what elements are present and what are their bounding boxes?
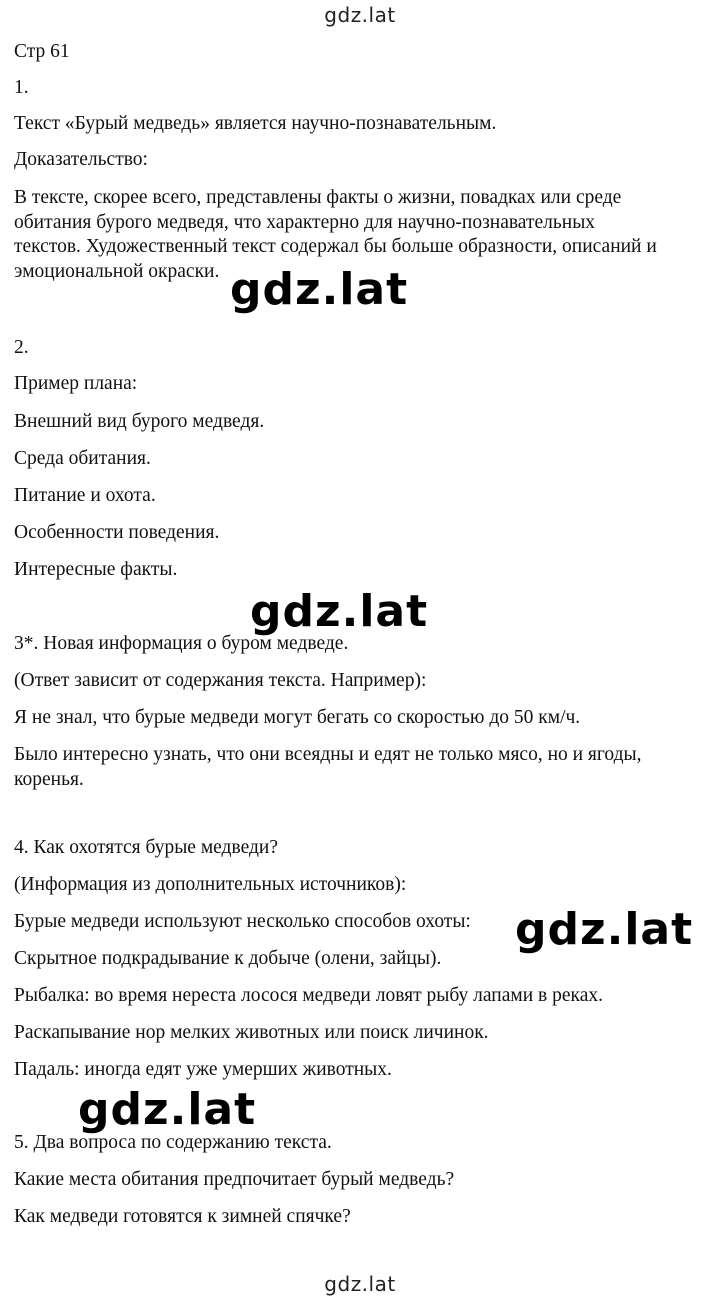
proof-line: текстов. Художественный текст содержал бы больше образности, описаний и	[14, 236, 657, 257]
text-line: коренья.	[14, 768, 84, 790]
watermark-large-1: gdz.lat	[230, 264, 409, 315]
watermark-large-4: gdz.lat	[78, 1084, 257, 1135]
section-3-heading: 3*. Новая информация о буром медведе.	[14, 633, 349, 654]
question-item: Какие места обитания предпочитает бурый медведь?	[14, 1169, 455, 1190]
watermark-top: gdz.lat	[324, 3, 396, 27]
section-1-statement: Текст «Бурый медведь» является научно-познавательным.	[14, 113, 497, 134]
plan-item: Питание и охота.	[14, 485, 156, 506]
hunting-item: Рыбалка: во время нереста лосося медведи ловят рыбу лапами в реках.	[14, 985, 603, 1006]
proof-line: эмоциональной окраски.	[14, 260, 220, 282]
text-line: Было интересно узнать, что они всеядны и едят не только мясо, но и ягоды,	[14, 744, 642, 765]
section-3-line-2	[14, 743, 704, 792]
section-4-note: (Информация из дополнительных источников):	[14, 874, 407, 895]
watermark-large-2: gdz.lat	[250, 586, 429, 637]
watermark-bottom: gdz.lat	[324, 1272, 396, 1296]
proof-line: обитания бурого медведя, что характерно для научно-познавательных	[14, 211, 596, 233]
section-5-heading: 5. Два вопроса по содержанию текста.	[14, 1132, 332, 1153]
question-item: Как медведи готовятся к зимней спячке?	[14, 1206, 351, 1227]
plan-item: Внешний вид бурого медведя.	[14, 411, 265, 432]
plan-item: Особенности поведения.	[14, 522, 220, 543]
section-2-number: 2.	[14, 337, 29, 358]
plan-item: Интересные факты.	[14, 559, 178, 580]
section-4-heading: 4. Как охотятся бурые медведи?	[14, 837, 278, 858]
hunting-item: Раскапывание нор мелких животных или поиск личинок.	[14, 1022, 489, 1043]
proof-line: В тексте, скорее всего, представлены факты о жизни, повадках или среде	[14, 187, 622, 208]
hunting-item: Падаль: иногда едят уже умерших животных.	[14, 1059, 392, 1080]
plan-item: Среда обитания.	[14, 448, 151, 469]
section-4-intro: Бурые медведи используют несколько способов охоты:	[14, 911, 471, 932]
section-1-proof-label: Доказательство:	[14, 149, 148, 170]
section-3-line-1: Я не знал, что бурые медведи могут бегать со скоростью до 50 км/ч.	[14, 707, 581, 728]
section-1-number: 1.	[14, 77, 29, 98]
hunting-item: Скрытное подкрадывание к добыче (олени, зайцы).	[14, 948, 442, 969]
page-reference: Стр 61	[14, 41, 70, 62]
section-2-plan-label: Пример плана:	[14, 373, 138, 394]
watermark-large-3: gdz.lat	[515, 904, 694, 955]
section-3-note: (Ответ зависит от содержания текста. Например):	[14, 670, 427, 691]
